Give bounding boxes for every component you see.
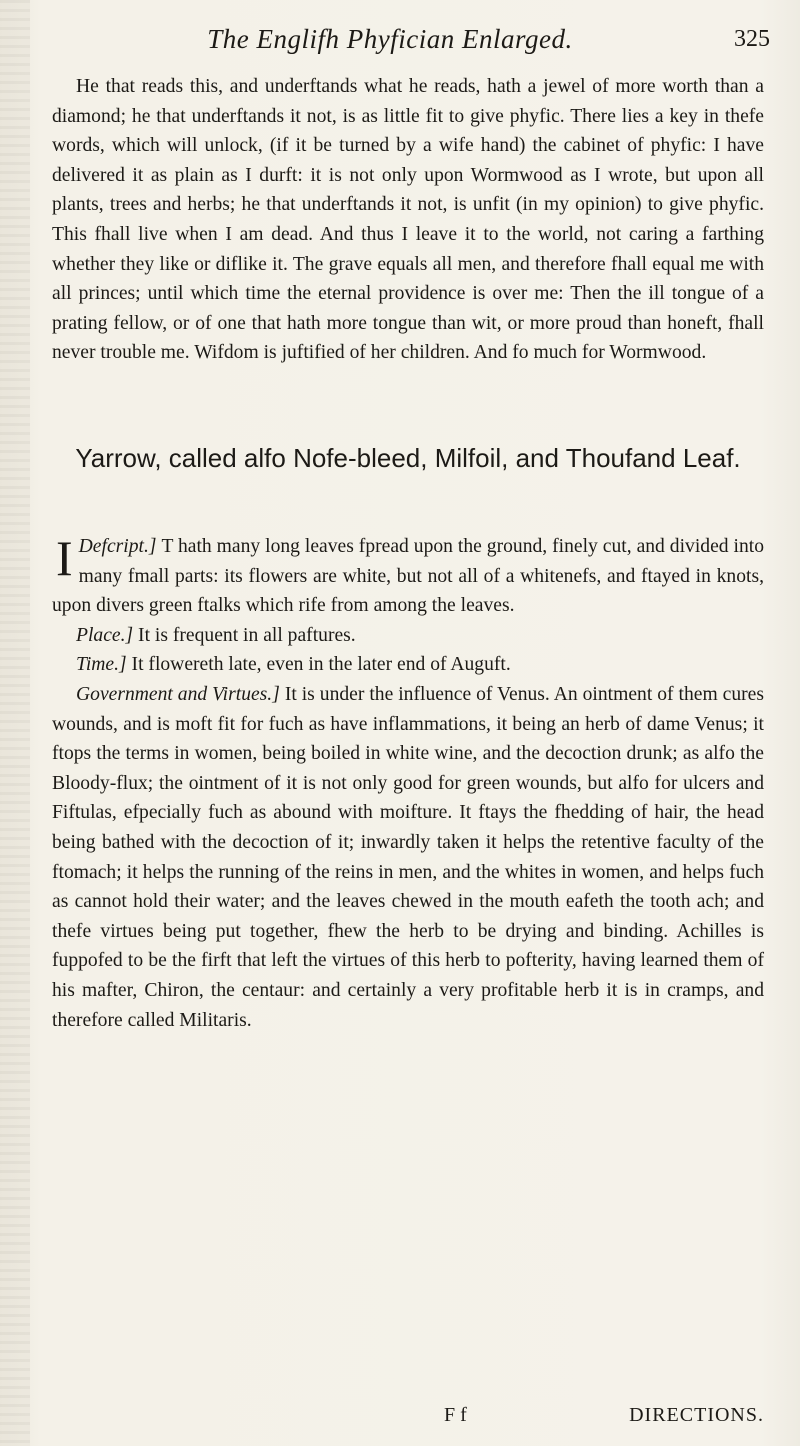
entry-text: It is under the influence of Venus. An ointment of them cures wounds, and is moft fit for fuch as have inflammations, it being an herb of dame Venus; it ftops the terms in women, being boiled in white wine, and the decoction drunk; as alfo the Bloody-flux; the ointment of it is not only good for green wounds, but alfo for ulcers and Fiftulas, efpecially fuch as abound with moifture. It ftays the fhedding of hair, the head being bathed with the decoction of it; inwardly taken it helps the retentive faculty of the ftomach; it helps the running of the reins in men, and the whites in women, and helps fuch as cannot hold their water; and the leaves chewed in the mouth eafeth the tooth ach; and thefe virtues being put together, fhew the herb to be drying and binding. Achilles is fuppofed to be the firft that left the virtues of this herb to pofterity, having learned them of his mafter, Chiron, the centaur: and certainly a very profitable herb it is in cramps, and therefore called Militaris. [52,683,764,1031]
running-title: The Englifh Phyfician Enlarged. [207,24,573,54]
section-heading: Yarrow, called alfo Nofe-bleed, Milfoil, and Thoufand Leaf. [75,443,741,473]
page-number: 325 [734,26,770,52]
running-header [0,24,800,68]
entry-text: T hath many long leaves fpread upon the ground, finely cut, and divided into many fmall parts: its flowers are white, but not all of a whitenefs, and ftayed in knots, upon divers green ftalks which rife from among the leaves. [52,536,764,617]
catchword: DIRECTIONS. [629,1404,764,1426]
entry-label: Government and Virtues.] [76,683,280,705]
entry-label: Defcript.] [78,536,157,557]
herb-entries [52,532,764,1035]
entry-time [52,650,764,680]
drop-cap: I [56,530,73,586]
entry-label: Place.] [76,624,134,646]
entry-description [52,532,764,621]
entry-label: Time.] [76,654,127,676]
page-gutter [0,0,30,1446]
signature-mark: F f [444,1404,467,1426]
entry-place [52,621,764,651]
entry-text: It flowereth late, even in the later end of Auguft. [131,654,511,676]
entry-text: It is frequent in all paftures. [138,624,356,646]
intro-paragraph: He that reads this, and underftands what he reads, hath a jewel of more worth than a diamond; he that underftands it not, is as little fit to give phyfic. There lies a key in thefe words, which will unlock, (if it be turned by a wife hand) the cabinet of phyfic: I have delivered it as plain as I durft: it is not only upon Wormwood as I wrote, but upon all plants, trees and herbs; he that underftands it not, is unfit (in my opinion) to give phyfic. This fhall live when I am dead. And thus I leave it to the world, not caring a farthing whether they like or diflike it. The grave equals all men, and therefore fhall equal me with all princes; until which time the eternal providence is over me: Then the ill tongue of a prating fellow, or of one that hath more tongue than wit, or more proud than honeft, fhall never trouble me. Wifdom is juftified of her children. And fo much for Wormwood. [52,76,764,364]
entry-government-virtues [52,680,764,1035]
page-footer [52,1404,764,1434]
